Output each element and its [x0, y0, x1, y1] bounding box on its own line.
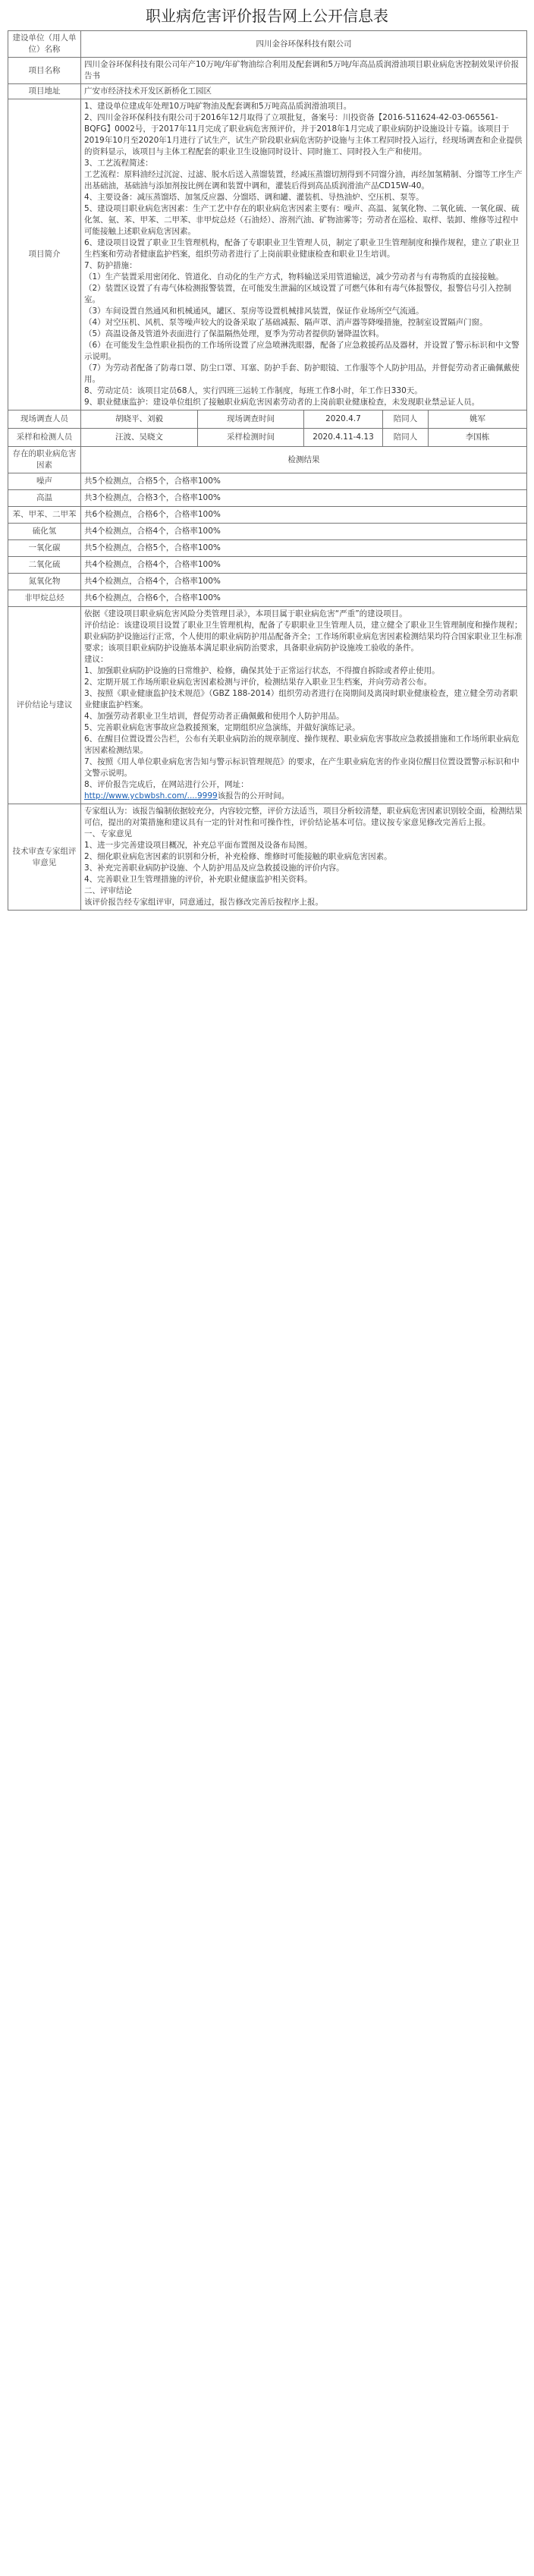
hazard-name: 苯、甲苯、二甲苯: [8, 507, 81, 524]
intro-label: 项目简介: [8, 99, 81, 410]
info-table: [8, 30, 527, 911]
hazard-result: 共5个检测点，合格5个，合格率100%: [81, 473, 527, 490]
opinion-paragraph: 评价结论：该建设项目设置了职业卫生管理机构，配备了专职职业卫生管理人员，建立健全了职业卫生管理制度和操作规程；职业病防护设施运行正常，个人使用的职业病防护用品配备齐全；工作场所职业病危害因素检测结果均符合国家职业卫生标准要求；该项目职业病防护设施基本满足职业病防治要求，具备职业病防护设施竣工验收的条件。: [84, 621, 523, 653]
hazard-result: 共4个检测点，合格4个，合格率100%: [81, 524, 527, 540]
hazard-name: 高温: [8, 490, 81, 507]
intro-paragraph: （5）高温设备及管道外表面进行了保温隔热处理，夏季为劳动者提供防暑降温饮料。: [84, 329, 385, 338]
review-paragraph: 二、评审结论: [84, 886, 132, 895]
survey-row: [8, 410, 527, 429]
intro-paragraph: 3、工艺流程简述：: [84, 159, 153, 168]
hazard-result: 共4个检测点，合格4个，合格率100%: [81, 557, 527, 574]
results-header: 检测结果: [81, 447, 527, 473]
sample-companion-label: 陪同人: [383, 429, 429, 447]
intro-row: [8, 99, 527, 410]
hazards-header: 存在的职业病危害因素: [8, 447, 81, 473]
intro-paragraph: （3）车间设置自然通风和机械通风，罐区、泵房等设置机械排风装置，保证作业场所空气流通。: [84, 307, 424, 316]
sample-person-value: 汪波、吴晓文: [81, 429, 198, 447]
survey-person-value: 胡晓平、刘毅: [81, 410, 198, 429]
hazard-name: 一氧化碳: [8, 540, 81, 557]
intro-paragraph: 5、建设项目职业病危害因素：生产工艺中存在的职业病危害因素主要有：噪声、高温、氮氧化物、二氧化硫、一氧化碳、硫化氢、氨、苯、甲苯、二甲苯、非甲烷总烃（石油烃）、溶剂汽油、矿物油雾等；劳动者在巡检、取样、装卸、维修等过程中可能接触上述职业病危害因素。: [84, 204, 520, 236]
intro-paragraph: （1）生产装置采用密闭化、管道化、自动化的生产方式，物料输送采用管道输送，减少劳动者与有毒物质的直接接触。: [84, 272, 504, 282]
intro-content: [81, 99, 527, 410]
sample-time-value: 2020.4.11-4.13: [304, 429, 383, 447]
review-label: 技术审查专家组评审意见: [8, 804, 81, 911]
opinion-paragraph: 8、评价报告完成后，在网站进行公开，网址：: [84, 780, 249, 789]
review-content: [81, 804, 527, 911]
opinion-paragraph: 依据《建设项目职业病危害风险分类管理目录》，本项目属于职业病危害“严重”的建设项目。: [84, 609, 407, 618]
hazard-name: 二氧化硫: [8, 557, 81, 574]
intro-paragraph: （6）在可能发生急性职业损伤的工作场所设置了应急喷淋洗眼器，配备了应急救援药品及器材，并设置了警示标识和中文警示说明。: [84, 341, 520, 361]
hazard-name: 氮氧化物: [8, 574, 81, 590]
hazard-result: 共5个检测点，合格5个，合格率100%: [81, 540, 527, 557]
intro-paragraph: 7、防护措施：: [84, 261, 137, 270]
opinion-paragraphs: [84, 609, 523, 791]
survey-time-label: 现场调查时间: [198, 410, 304, 429]
opinion-row: [8, 607, 527, 804]
intro-paragraph: 8、劳动定员：该项目定员68人，实行四班三运转工作制度，每班工作8小时，年工作日330天。: [84, 386, 422, 395]
survey-time-value: 2020.4.7: [304, 410, 383, 429]
opinion-paragraph: 4、加强劳动者职业卫生培训，督促劳动者正确佩戴和使用个人防护用品。: [84, 712, 344, 721]
hazard-result: 共6个检测点，合格6个，合格率100%: [81, 507, 527, 524]
opinion-paragraph: 1、加强职业病防护设施的日常维护、检修，确保其处于正常运行状态，不得擅自拆除或者停止使用。: [84, 666, 440, 675]
intro-paragraph: 工艺流程：原料油经过沉淀、过滤、脱水后送入蒸馏装置，经减压蒸馏切割得到不同馏分油，再经加氢精制、分馏等工序生产出基础油，基础油与添加剂按比例在调和装置中调和，灌装后得到高品质润滑油产品CD15W-40。: [84, 170, 523, 190]
hazard-row: [8, 540, 527, 557]
intro-paragraph: （2）装置区设置了有毒气体检测报警装置，在可能发生泄漏的区域设置了可燃气体和有毒气体报警仪，报警信号引入控制室。: [84, 284, 512, 304]
address-row: [8, 84, 527, 99]
review-paragraph: 该评价报告经专家组评审，同意通过，报告修改完善后按程序上报。: [84, 898, 323, 907]
review-paragraph: 3、补充完善职业病防护设施、个人防护用品及应急救援设施的评价内容。: [84, 863, 344, 873]
hazard-row: [8, 557, 527, 574]
opinion-paragraph: 2、定期开展工作场所职业病危害因素检测与评价，检测结果存入职业卫生档案，并向劳动者公布。: [84, 678, 432, 687]
opinion-paragraph: 7、按照《用人单位职业病危害告知与警示标识管理规范》的要求，在产生职业病危害的作业岗位醒目位置设置警示标识和中文警示说明。: [84, 757, 520, 778]
survey-companion-label: 陪同人: [383, 410, 429, 429]
report-link[interactable]: http://www.ycbwbsh.com/....9999: [84, 791, 218, 800]
hazard-row: [8, 507, 527, 524]
opinion-paragraph: 5、完善职业病危害事故应急救援预案，定期组织应急演练，并做好演练记录。: [84, 723, 360, 732]
hazard-row: [8, 590, 527, 607]
hazard-row: [8, 473, 527, 490]
report-link-suffix: 该报告的公开时间。: [217, 791, 290, 800]
address-label: 项目地址: [8, 84, 81, 99]
survey-person-label: 现场调查人员: [8, 410, 81, 429]
hazard-row: [8, 524, 527, 540]
intro-paragraph: 9、职业健康监护：建设单位组织了接触职业病危害因素劳动者的上岗前职业健康检查，未发现职业禁忌证人员。: [84, 398, 480, 407]
review-paragraph: 专家组认为：该报告编制依据较充分，内容较完整，评价方法适当，项目分析较清楚，职业病危害因素识别较全面，检测结果可信，提出的对策措施和建议具有一定的针对性和可操作性，评价结论基本可信。建议按专家意见修改完善后上报。: [84, 807, 523, 827]
hazard-row: [8, 490, 527, 507]
hazard-name: 非甲烷总烃: [8, 590, 81, 607]
survey-companion-value: 姚军: [429, 410, 527, 429]
opinion-label: 评价结论与建议: [8, 607, 81, 804]
address-value: 广安市经济技术开发区新桥化工园区: [81, 84, 527, 99]
opinion-content: [81, 607, 527, 804]
unit-value: 四川金谷环保科技有限公司: [81, 31, 527, 58]
page-title: 职业病危害评价报告网上公开信息表: [146, 7, 388, 25]
sample-row: [8, 429, 527, 447]
review-row: [8, 804, 527, 911]
project-label: 项目名称: [8, 58, 81, 84]
hazards-header-row: [8, 447, 527, 473]
opinion-paragraph: 6、在醒目位置设置公告栏，公布有关职业病防治的规章制度、操作规程、职业病危害事故应急救援措施和工作场所职业病危害因素检测结果。: [84, 734, 520, 755]
hazard-name: 硫化氢: [8, 524, 81, 540]
hazard-result: 共4个检测点，合格4个，合格率100%: [81, 574, 527, 590]
review-paragraph: 2、细化职业病危害因素的识别和分析，补充检修、维修时可能接触的职业病危害因素。: [84, 852, 392, 861]
sample-time-label: 采样检测时间: [198, 429, 304, 447]
unit-label: 建设单位（用人单位）名称: [8, 31, 81, 58]
hazard-result: 共3个检测点，合格3个，合格率100%: [81, 490, 527, 507]
unit-row: [8, 31, 527, 58]
page: [0, 0, 534, 915]
review-paragraph: 一、专家意见: [84, 829, 132, 838]
review-paragraph: 1、进一步完善建设项目概况，补充总平面布置图及设备布局图。: [84, 841, 313, 850]
review-paragraph: 4、完善职业卫生管理措施的评价，补充职业健康监护相关资料。: [84, 875, 313, 884]
hazard-result: 共6个检测点，合格6个，合格率100%: [81, 590, 527, 607]
intro-paragraph: 2、四川金谷环保科技有限公司于2016年12月取得了立项批复，备案号：川投资备【2016-511624-42-03-065561-BQFG】0002号，于2017年11月完成了职业病危害预评价，并于2018年1月完成了职业病防护设施设计专篇。该项目于2019年10月至2020年1月进行了试生产，试生产阶段职业病危害防护设施与主体工程同时投入运行，经现场调查和企业提供的资料显示，该项目与主体工程配套的职业卫生设施同时设计、同时施工、同时投入生产和使用。: [84, 113, 523, 156]
intro-paragraph: （4）对空压机、风机、泵等噪声较大的设备采取了基础减振、隔声罩、消声器等降噪措施，控制室设置隔声门窗。: [84, 318, 488, 327]
intro-paragraph: （7）为劳动者配备了防毒口罩、防尘口罩、耳塞、防护手套、防护眼镜、工作服等个人防护用品，并督促劳动者正确佩戴使用。: [84, 363, 520, 384]
sample-companion-value: 李国栋: [429, 429, 527, 447]
intro-paragraph: 4、主要设备：减压蒸馏塔、加氢反应器、分馏塔、调和罐、灌装机、导热油炉、空压机、泵等。: [84, 193, 424, 202]
project-value: 四川金谷环保科技有限公司年产10万吨/年矿物油综合利用及配套调和5万吨/年高品质润滑油项目职业病危害控制效果评价报告书: [81, 58, 527, 84]
intro-paragraph: 1、建设单位建成年处理10万吨矿物油及配套调和5万吨高品质润滑油项目。: [84, 102, 352, 111]
opinion-paragraph: 3、按照《职业健康监护技术规范》（GBZ 188-2014）组织劳动者进行在岗期间及离岗时职业健康检查，建立健全劳动者职业健康监护档案。: [84, 689, 518, 709]
intro-paragraph: 6、建设项目设置了职业卫生管理机构，配备了专职职业卫生管理人员，制定了职业卫生管理制度和操作规程，建立了职业卫生档案和劳动者健康监护档案，组织劳动者进行了上岗前职业健康检查和职业卫生培训。: [84, 238, 520, 259]
opinion-paragraph: 建议：: [84, 655, 108, 664]
hazard-row: [8, 574, 527, 590]
sample-person-label: 采样和检测人员: [8, 429, 81, 447]
hazard-name: 噪声: [8, 473, 81, 490]
hazard-list: [8, 473, 527, 607]
project-row: [8, 58, 527, 84]
